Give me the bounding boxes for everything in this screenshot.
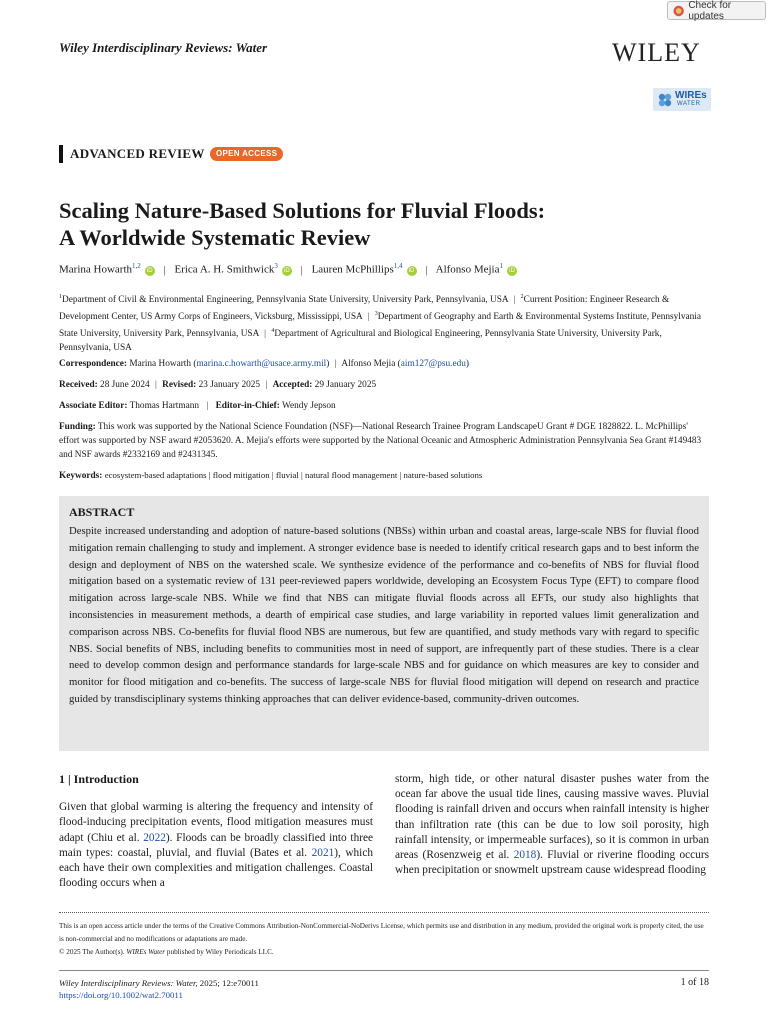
abstract-text: Despite increased understanding and adoption of nature-based solutions (NBSs) within urban and coastal areas, large-scale NBS for fluvial flood mitigation remain challenging to study and implement. A stronger evidence base is needed to identify critical research gaps and to best inform the design and deployment of NBS on the watershed scale. We synthesize evidence of the performance and co-benefits of NBS for fluvial flood mitigation based on a systematic review of 131 peer-reviewed papers worldwide, developing an Ecosystem Focus Type (EFT) to compare flood mitigation across large-scale NBS. While we find that NBS can mitigate fluvial floods across all EFTs, our study also highlights that inconsistencies in measurement methods, a dearth of empirical case studies, and large variability in reported values limit generalization and comparison across NBS. Co-benefits for fluvial flood NBS are numerous, but few are quantified, and study methods vary with regard to specific NBS. Social benefits of NBS, including benefits to communities most in need of support, are infrequently part of these studies. There is a clear need to develop common design and performance standards for large-scale NBS and for guidance on which measures are key to consider and monitor for flood mitigation and co-benefits. The success of large-scale NBS for fluvial flood mitigation will depend on research and practice guided by transdisciplinary systems thinking approaches that can deliver evidence-based, community-driven outcomes. [69, 525, 699, 705]
intro-text: ), which each have their own complexities and mitigation challenges. Coastal flooding occurs when a [59, 846, 373, 890]
intro-text: Given that global warming is altering the frequency and intensity of flood-inducing precipitation events, flood mitigation measures must adapt (Chiu et al. [59, 801, 373, 844]
article-type: ADVANCED REVIEW [70, 146, 205, 161]
keywords [59, 469, 709, 484]
author-affil-sup: 1,2 [132, 262, 141, 270]
wires-logo-subtext: WATER [677, 101, 701, 107]
meta-separator: | [206, 401, 209, 411]
affiliation-text: Current Position: Engineer Research & Development Center, US Army Corps of Engineers, Vicksburg, Mississippi, USA [59, 295, 670, 322]
keywords-label: Keywords: [59, 471, 103, 481]
title-line-2: A Worldwide Systematic Review [59, 225, 371, 250]
update-icon [673, 5, 684, 17]
article-dates [59, 379, 709, 393]
associate-editor-label: Associate Editor: [59, 401, 128, 411]
correspondence-label: Correspondence: [59, 359, 127, 369]
license-divider [59, 912, 709, 913]
funding-text: This work was supported by the National Science Foundation (NSF)—National Research Trainee Program LandscapeU Grant # DGE 1828822. L. McPhillips' effort was supported by NSF award #2053620. A. Mejia's efforts were supported by the National Oceanic and Atmospheric Administration Pennsylvania Sea Grant #149483 and NSF awards #2332169 and #2431345. [59, 422, 702, 460]
meta-separator: | [154, 380, 157, 390]
editors [59, 400, 709, 414]
meta-separator: | [334, 359, 337, 369]
revised-date: 23 January 2025 [198, 380, 261, 390]
article-title [59, 197, 679, 251]
orcid-icon[interactable]: iD [407, 266, 417, 276]
doi-link[interactable]: https://doi.org/10.1002/wat2.70011 [59, 990, 183, 1000]
copyright-journal: WIREs Water [126, 948, 166, 956]
publisher-logo: WILEY [612, 38, 701, 67]
correspondent-name: Marina Howarth [129, 359, 192, 369]
page-number: 1 of 18 [680, 977, 709, 988]
check-for-updates-button[interactable] [667, 1, 766, 20]
received-date: 28 June 2024 [100, 380, 150, 390]
footer-journal: Wiley Interdisciplinary Reviews: Water, [59, 978, 198, 988]
wires-logo-text: WIREs [675, 90, 707, 101]
section-heading: 1 | Introduction [59, 772, 139, 786]
affil-sup: 3 [374, 310, 378, 317]
copyright-text: published by Wiley Periodicals LLC. [165, 948, 274, 956]
affiliations [59, 291, 709, 355]
affil-separator: | [513, 295, 516, 306]
accepted-label: Accepted: [272, 380, 313, 390]
affiliation-text: Department of Geography and Earth & Environmental Systems Institute, Pennsylvania State University, University Park, Pennsylvania, USA [59, 311, 701, 339]
intro-text: storm, high tide, or other natural disaster pushes water from the ocean far above the usual tide lines, causing massive waves. Pluvial flooding is rainfall driven and occurs when rainfall intensity is higher than infiltration rate (this can be due to low soil porosity, high rainfall intensity, or impermeable surfaces), so it is common in urban areas (Rosenzweig et al. [395, 773, 709, 862]
funding-label: Funding: [59, 422, 96, 432]
correspondent-name: Alfonso Mejia [341, 359, 396, 369]
citation-link[interactable]: 2018 [513, 849, 537, 862]
orcid-icon[interactable]: iD [282, 266, 292, 276]
wires-logo [653, 88, 711, 111]
author-separator: | [163, 263, 166, 276]
license-notice [59, 920, 709, 959]
body-column-left [59, 772, 373, 891]
journal-name: Wiley Interdisciplinary Reviews: Water [59, 40, 268, 55]
editor-in-chief-label: Editor-in-Chief: [215, 401, 280, 411]
keywords-text: ecosystem-based adaptations | flood mitigation | fluvial | natural flood management | nature-based solutions [104, 470, 483, 480]
affil-sup: 1 [59, 294, 62, 300]
author-name[interactable]: Alfonso Mejia [435, 263, 500, 276]
correspondent-email-link[interactable]: marina.c.howarth@usace.army.mil [196, 359, 327, 369]
author-affil-sup: 3 [274, 262, 278, 270]
footer-rule [59, 970, 709, 971]
accepted-date: 29 January 2025 [314, 380, 377, 390]
citation-link[interactable]: 2021 [311, 846, 335, 859]
license-text: This is an open access article under the terms of the Creative Commons Attribution-NonCommercial-NoDerivs License, which permits use and distribution in any medium, provided the original work is properly cited, the use is non-commercial and no modifications or adaptations are made. [59, 922, 704, 943]
author-separator: | [425, 263, 428, 276]
check-for-updates-label: Check for updates [688, 0, 732, 22]
correspondent-email-link[interactable]: aim127@psu.edu [400, 359, 466, 369]
footer-citation [59, 977, 259, 1001]
copyright-text: © 2025 The Author(s). [59, 948, 127, 956]
orcid-icon[interactable]: iD [145, 266, 155, 276]
funding [59, 421, 709, 462]
body-column-right [395, 772, 709, 878]
author-name[interactable]: Marina Howarth [59, 263, 133, 276]
wires-globe-icon [657, 92, 673, 108]
affiliation-text: Department of Agricultural and Biological Engineering, Pennsylvania State University, University Park, Pennsylvania, USA [59, 328, 662, 353]
affiliation-text: Department of Civil & Environmental Engineering, Pennsylvania State University, University Park, Pennsylvania, USA [62, 295, 509, 306]
footer-volume: 2025; 12:e70011 [197, 978, 259, 988]
title-line-1: Scaling Nature-Based Solutions for Fluvial Floods: [59, 198, 546, 223]
abstract-heading: ABSTRACT [69, 505, 135, 519]
editor-in-chief-name: Wendy Jepson [281, 401, 336, 411]
received-label: Received: [59, 380, 98, 390]
citation-link[interactable]: 2022 [143, 831, 166, 844]
copyright-line [59, 946, 709, 959]
associate-editor-name: Thomas Hartmann [129, 401, 200, 411]
open-access-badge: OPEN ACCESS [210, 147, 283, 161]
author-list [59, 262, 719, 276]
intro-text: ). Fluvial or riverine flooding occurs when precipitation or snowmelt upstream cause widespread flooding [395, 849, 709, 877]
author-name[interactable]: Erica A. H. Smithwick [174, 263, 275, 276]
article-type-bar [59, 145, 63, 163]
abstract-box [59, 496, 709, 751]
author-name[interactable]: Lauren McPhillips [311, 263, 394, 276]
affil-separator: | [264, 328, 266, 339]
affil-sup: 2 [520, 294, 524, 300]
intro-text: ). Floods can be broadly classified into three main types: coastal, pluvial, and fluvial (Bates et al. [59, 831, 374, 859]
author-affil-sup: 1,4 [393, 262, 403, 270]
correspondence: Correspondence: Marina Howarth (marina.c.howarth@usace.army.mil) | Alfonso Mejia (aim127@psu.edu) [59, 359, 469, 369]
revised-label: Revised: [162, 380, 197, 390]
author-separator: | [300, 263, 303, 276]
orcid-icon[interactable]: iD [507, 266, 517, 276]
meta-separator: | [265, 380, 268, 390]
author-affil-sup: 1 [499, 262, 503, 270]
affil-sup: 4 [271, 327, 275, 334]
affil-separator: | [367, 311, 370, 322]
